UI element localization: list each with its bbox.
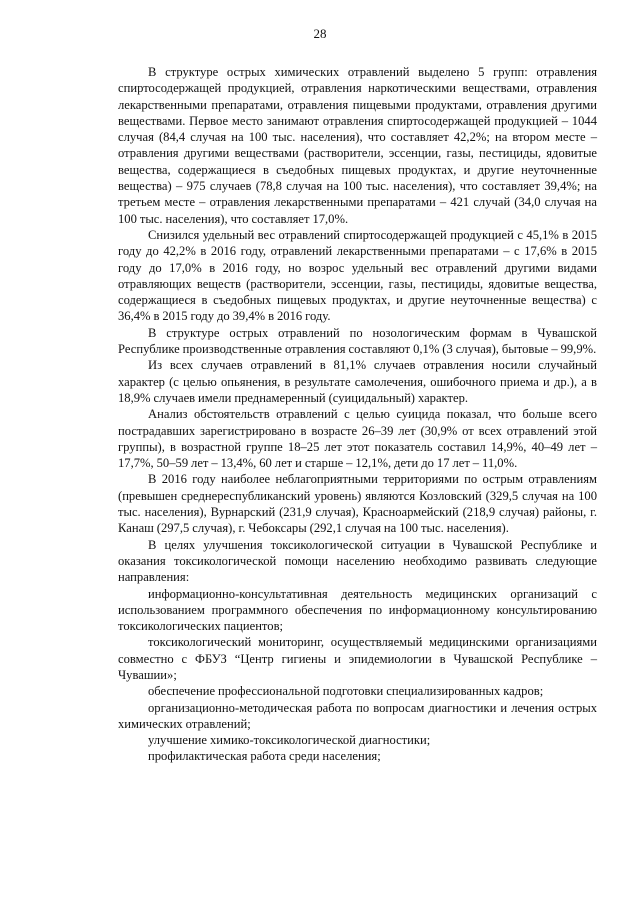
list-item: организационно-методическая работа по вопросам диагностики и лечения острых химических отравлений;	[118, 700, 597, 731]
paragraph: Снизился удельный вес отравлений спиртосодержащей продукцией с 45,1% в 2015 году до 42,2% в 2016 году, отравлений лекарственными препаратами – с 17,6% в 2015 году до 17,0% в 2016 году, но возрос удельный вес отравлений другими видами отравляющих веществ (растворители, эссенции, газы, пестициды, ядовитые вещества, содержащиеся в съедобных пищевых продуктах, и другие неуточненные вещества) с 36,4% в 2015 году до 39,4% в 2016 году.	[118, 227, 597, 324]
paragraph: В 2016 году наиболее неблагоприятными территориями по острым отравлениям (превышен среднереспубликанский уровень) являются Козловский (329,5 случая на 100 тыс. населения), Вурнарский (231,9 случая), Красноармейский (218,9 случая) районы, г. Канаш (297,5 случая), г. Чебоксары (292,1 случая на 100 тыс. населения).	[118, 472, 597, 536]
paragraph: В структуре острых отравлений по нозологическим формам в Чувашской Республике производственные отравления составляют 0,1% (3 случая), бытовые – 99,9%.	[118, 325, 597, 357]
list-item: информационно-консультативная деятельность медицинских организаций с использованием программного обеспечения по информационному консультированию токсикологических пациентов;	[118, 586, 597, 634]
list-item: профилактическая работа среди населения;	[148, 749, 381, 764]
page-number: 28	[313, 26, 327, 41]
list-item: улучшение химико-токсикологической диагностики;	[148, 733, 431, 748]
list-item: обеспечение профессиональной подготовки специализированных кадров;	[148, 684, 544, 699]
list-item: токсикологический мониторинг, осуществляемый медицинскими организациями совместно с ФБУЗ “Центр гигиены и эпидемиологии в Чувашской Республике – Чувашии»;	[118, 635, 597, 682]
paragraph: В целях улучшения токсикологической ситуации в Чувашской Республике и оказания токсикологической помощи населению необходимо развивать следующие направления:	[118, 537, 597, 585]
document-body	[118, 64, 597, 765]
paragraph: Анализ обстоятельств отравлений с целью суицида показал, что больше всего пострадавших зарегистрировано в возрасте 26–39 лет (30,9% от всех отравлений этой группы), в возрастной группе 18–25 лет этот показатель составил 14,9%, 40–49 лет – 17,7%, 50–59 лет – 13,4%, 60 лет и старше – 12,1%, дети до 17 лет – 11,0%.	[118, 407, 597, 471]
paragraph: В структуре острых химических отравлений выделено 5 групп: отравления спиртосодержащей продукцией, отравления наркотическими веществами, отравления лекарственными препаратами, отравления пищевыми продуктами, отравления другими веществами. Первое место занимают отравления спиртосодержащей продукцией – 1044 случая (84,4 случая на 100 тыс. населения), что составляет 42,2%; на втором месте – отравления другими веществами (растворители, эссенции, газы, пестициды, ядовитые вещества, содержащиеся в съедобных пищевых продуктах, и другие неуточненные вещества) – 975 случаев (78,8 случая на 100 тыс. населения), что составляет 39,4%; на третьем месте – отравления лекарственными препаратами – 421 случай (34,0 случая на 100 тыс. населения), что составляет 17,0%.	[118, 65, 597, 226]
paragraph: Из всех случаев отравлений в 81,1% случаев отравления носили случайный характер (с целью опьянения, в результате самолечения, ошибочного приема и др.), а в 18,9% случаев имели преднамеренный (суицидальный) характер.	[118, 358, 597, 405]
